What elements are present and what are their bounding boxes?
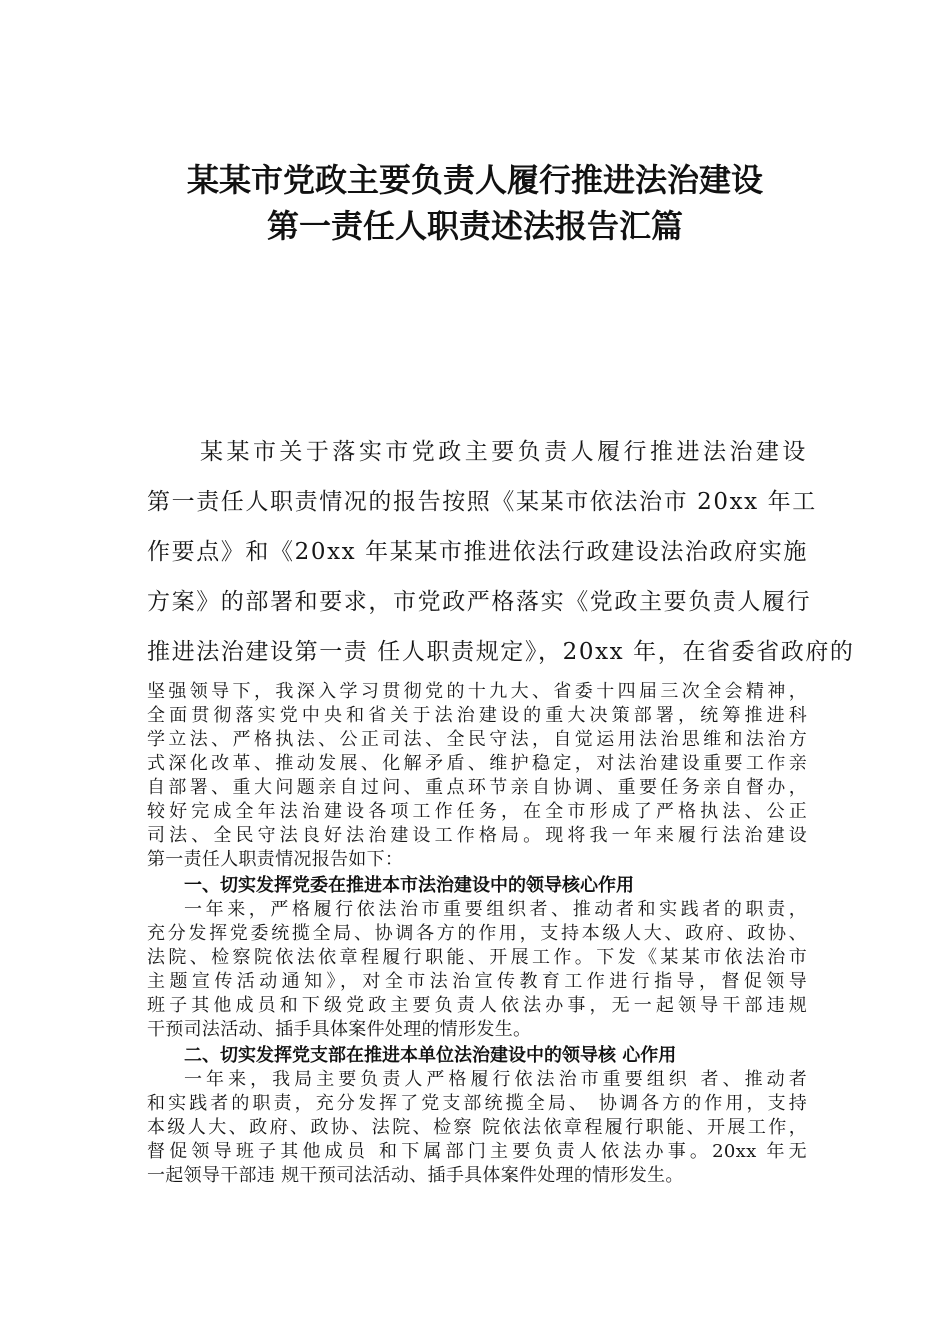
section-2-line: 本级人大、政府、政协、法院、检察 院依法依章程履行职能、开展工作，	[147, 1117, 807, 1138]
section-2-line: 一起领导干部违 规干预司法活动、插手具体案件处理的情形发生。	[147, 1165, 684, 1186]
section-2-line: 督促领导班子其他成员 和下属部门主要负责人依法办事。20xx 年无	[147, 1141, 807, 1162]
section-1-heading: 一、切实发挥党委在推进本市法治建设中的领导核心作用	[184, 875, 634, 896]
intro-line: 某某市关于落实市党政主要负责人履行推进法治建设	[200, 439, 807, 465]
body-line: 自部署、重大问题亲自过问、重点环节亲自协调、重要任务亲自督办，	[147, 777, 807, 798]
body-line: 坚强领导下，我深入学习贯彻党的十九大、省委十四届三次全会精神，	[147, 681, 807, 702]
document-title-line-1: 某某市党政主要负责人履行推进法治建设	[186, 161, 763, 199]
intro-line: 第一责任人职责情况的报告按照《某某市依法治市 20xx 年工	[147, 489, 817, 515]
body-line: 较好完成全年法治建设各项工作任务，在全市形成了严格执法、公正	[147, 801, 807, 822]
section-2-heading: 二、切实发挥党支部在推进本单位法治建设中的领导核 心作用	[184, 1045, 677, 1066]
body-line: 第一责任人职责情况报告如下：	[147, 849, 404, 870]
section-1-line: 一年来，严格履行依法治市重要组织者、推动者和实践者的职责，	[184, 899, 807, 920]
body-line: 全面贯彻落实党中央和省关于法治建设的重大决策部署，统筹推进科	[147, 705, 807, 726]
body-line: 司法、全民守法良好法治建设工作格局。现将我一年来履行法治建设	[147, 825, 807, 846]
section-2-line: 一年来，我局主要负责人严格履行依法治市重要组织 者、推动者	[184, 1069, 807, 1090]
body-line: 学立法、严格执法、公正司法、全民守法，自觉运用法治思维和法治方	[147, 729, 807, 750]
body-line: 式深化改革、推动发展、化解矛盾、维护稳定，对法治建设重要工作亲	[147, 753, 807, 774]
intro-line: 方案》的部署和要求，市党政严格落实《党政主要负责人履行	[147, 589, 812, 615]
document-title-line-2: 第一责任人职责述法报告汇篇	[266, 207, 683, 245]
section-1-line: 充分发挥党委统揽全局、协调各方的作用，支持本级人大、政府、政协、	[147, 923, 807, 944]
section-1-line: 主题宣传活动通知》，对全市法治宣传教育工作进行指导，督促领导	[147, 971, 807, 992]
section-2-line: 和实践者的职责，充分发挥了党支部统揽全局、 协调各方的作用，支持	[147, 1093, 807, 1114]
intro-line: 推进法治建设第一责 任人职责规定》，20xx 年，在省委省政府的	[147, 639, 855, 665]
section-1-line: 干预司法活动、插手具体案件处理的情形发生。	[147, 1019, 532, 1040]
section-1-line: 法院、检察院依法依章程履行职能、开展工作。下发《某某市依法治市	[147, 947, 807, 968]
section-1-line: 班子其他成员和下级党政主要负责人依法办事，无一起领导干部违规	[147, 995, 807, 1016]
intro-line: 作要点》和《20xx 年某某市推进依法行政建设法治政府实施	[147, 539, 808, 565]
